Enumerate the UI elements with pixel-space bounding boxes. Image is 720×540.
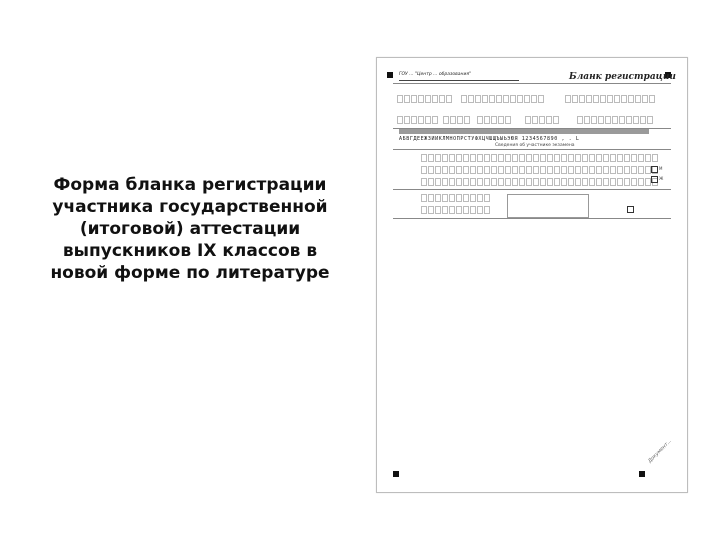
cell-row (525, 116, 560, 124)
divider (393, 149, 671, 150)
instruction-bar (399, 129, 649, 134)
corner-marker-top-left (387, 72, 393, 78)
cell-row (443, 116, 471, 124)
cell-row (461, 95, 545, 103)
cell-row (565, 95, 656, 103)
document-cells (421, 206, 491, 214)
cell-row (397, 116, 439, 124)
slide-caption: Форма бланка регистрации участника государственной (итоговой) аттестации выпускников IX классов в новой форме по литературе (50, 175, 330, 283)
sample-characters: АБВГДЕЁЖЗИЙКЛМНОПРСТУФХЦЧШЩЪЫЬЭЮЯ 1234567890 , . L (399, 136, 580, 142)
corner-marker-bottom-left (393, 471, 399, 477)
checkbox-agreement (627, 206, 634, 213)
checkbox-male (651, 166, 658, 173)
document-cells (421, 194, 491, 202)
cell-row (477, 116, 512, 124)
checkbox-label: М (659, 166, 663, 171)
surname-cells (421, 154, 659, 162)
checkbox-label: Ж (659, 176, 664, 181)
form-title: Бланк регистрации (569, 72, 676, 82)
divider (393, 189, 671, 190)
patronymic-cells (421, 178, 659, 186)
divider (393, 218, 671, 219)
checkbox-female (651, 176, 658, 183)
corner-marker-bottom-right (639, 471, 645, 477)
name-cells (421, 166, 659, 174)
form-header: ГОУ ... "Центр ... образования" (399, 72, 519, 81)
divider (393, 83, 671, 84)
cell-row (577, 116, 654, 124)
section-heading: Сведения об участнике экзамена (495, 143, 575, 148)
cell-row (397, 95, 453, 103)
registration-form-image (376, 57, 688, 493)
signature-box (507, 194, 589, 218)
stamp-watermark: Документ... (647, 438, 673, 465)
